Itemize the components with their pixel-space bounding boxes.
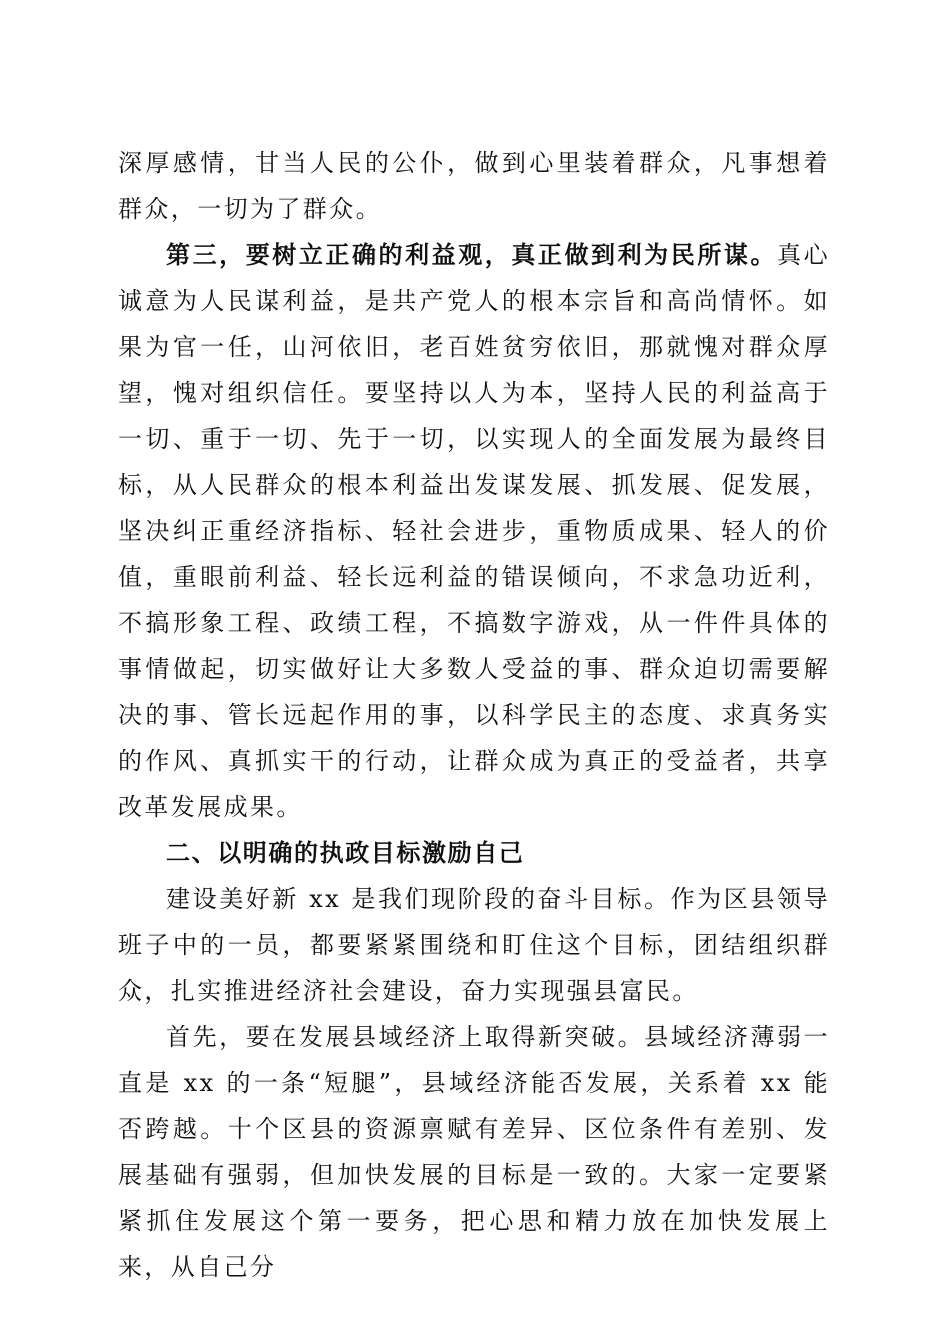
- section-heading: 二、以明确的执政目标激励自己: [166, 839, 525, 867]
- paragraph-lead-sentence: 第三，要树立正确的利益观，真正做到利为民所谋。: [166, 240, 778, 269]
- paragraph-third-point: [118, 232, 830, 830]
- document-body: [118, 140, 830, 1290]
- paragraph-goal: 建设美好新 xx 是我们现阶段的奋斗目标。作为区县领导班子中的一员，都要紧紧围绕和盯住这个目标，团结组织群众，扎实推进经济社会建设，奋力实现强县富民。: [118, 885, 830, 1005]
- paragraph-continuation: 深厚感情，甘当人民的公仆，做到心里装着群众，凡事想着群众，一切为了群众。: [118, 149, 830, 223]
- paragraph-first-point: 首先，要在发展县域经济上取得新突破。县域经济薄弱一直是 xx 的一条“短腿”，县域经济能否发展，关系着 xx 能否跨越。十个区县的资源禀赋有差异、区位条件有差别、发展基础有强弱，但加快发展的目标是一致的。大家一定要紧紧抓住发展这个第一要务，把心思和精力放在加快发展上来，从自己分: [118, 1023, 830, 1281]
- paragraph-body-text: 真心诚意为人民谋利益，是共产党人的根本宗旨和高尚情怀。如果为官一任，山河依旧，老百姓贫穷依旧，那就愧对群众厚望，愧对组织信任。要坚持以人为本，坚持人民的利益高于一切、重于一切、先于一切，以实现人的全面发展为最终目标，从人民群众的根本利益出发谋发展、抓发展、促发展，坚决纠正重经济指标、轻社会进步，重物质成果、轻人的价值，重眼前利益、轻长远利益的错误倾向，不求急功近利，不搞形象工程、政绩工程，不搞数字游戏，从一件件具体的事情做起，切实做好让大多数人受益的事、群众迫切需要解决的事、管长远起作用的事，以科学民主的态度、求真务实的作风、真抓实干的行动，让群众成为真正的受益者，共享改革发展成果。: [118, 241, 830, 821]
